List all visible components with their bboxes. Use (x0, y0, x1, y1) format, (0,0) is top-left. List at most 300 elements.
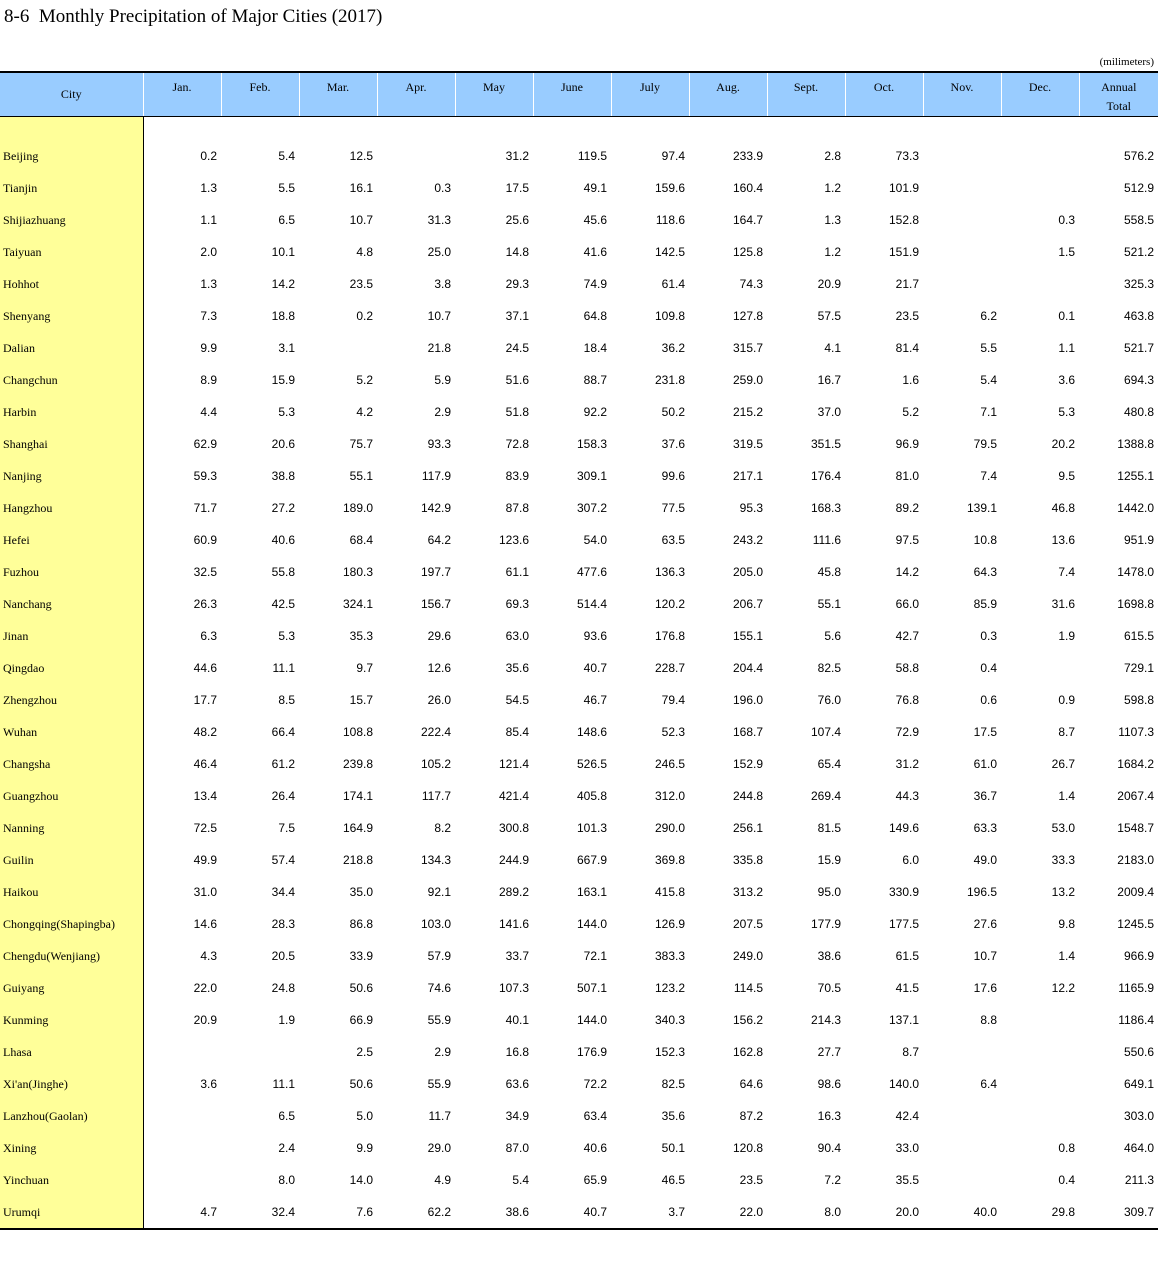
value-cell: 269.4 (810, 789, 841, 803)
value-cell (1001, 1068, 1079, 1100)
value-cell: 41.6 (583, 245, 607, 259)
value-cell: 1.1 (200, 213, 217, 227)
value-cell: 99.6 (661, 469, 685, 483)
value-cell: 180.3 (342, 565, 373, 579)
value-cell: 81.4 (895, 341, 919, 355)
value-cell: 23.5 (349, 277, 373, 291)
table-row (0, 812, 1158, 844)
value-cell: 73.3 (895, 149, 919, 163)
value-cell: 95.0 (817, 885, 841, 899)
value-cell: 0.1 (1058, 309, 1075, 323)
value-cell: 98.6 (817, 1077, 841, 1091)
value-cell: 69.3 (505, 597, 529, 611)
city-cell: Changsha (0, 748, 143, 780)
value-cell: 24.8 (271, 981, 295, 995)
value-cell: 1.3 (200, 277, 217, 291)
value-cell: 163.1 (576, 885, 607, 899)
value-cell: 41.5 (895, 981, 919, 995)
value-cell: 61.0 (973, 757, 997, 771)
column-header-month: Aug. (689, 72, 767, 117)
value-cell: 42.4 (895, 1109, 919, 1123)
city-cell: Nanjing (0, 460, 143, 492)
table-row (0, 1196, 1158, 1229)
table-row (0, 300, 1158, 332)
city-cell: Shenyang (0, 300, 143, 332)
city-cell: Shijiazhuang (0, 204, 143, 236)
value-cell (923, 268, 1001, 300)
value-cell: 33.9 (349, 949, 373, 963)
annual-total-cell: 2009.4 (1117, 885, 1154, 899)
value-cell: 134.3 (420, 853, 451, 867)
city-cell: Lanzhou(Gaolan) (0, 1100, 143, 1132)
value-cell: 20.9 (817, 277, 841, 291)
city-cell: Taiyuan (0, 236, 143, 268)
value-cell: 189.0 (342, 501, 373, 515)
value-cell: 7.4 (1058, 565, 1075, 579)
value-cell: 0.3 (434, 181, 451, 195)
value-cell: 8.0 (278, 1173, 295, 1187)
value-cell: 1.6 (902, 373, 919, 387)
value-cell: 7.2 (824, 1173, 841, 1187)
value-cell: 13.2 (1051, 885, 1075, 899)
value-cell: 81.0 (895, 469, 919, 483)
table-row (0, 268, 1158, 300)
value-cell: 421.4 (498, 789, 529, 803)
value-cell (1001, 652, 1079, 684)
value-cell (923, 1100, 1001, 1132)
value-cell: 108.8 (342, 725, 373, 739)
annual-total-cell: 480.8 (1123, 405, 1154, 419)
value-cell: 90.4 (817, 1141, 841, 1155)
value-cell: 31.2 (895, 757, 919, 771)
annual-total-cell: 615.5 (1123, 629, 1154, 643)
value-cell (1001, 268, 1079, 300)
value-cell (1001, 1100, 1079, 1132)
value-cell: 2.5 (356, 1045, 373, 1059)
value-cell: 244.9 (498, 853, 529, 867)
value-cell: 148.6 (576, 725, 607, 739)
value-cell: 54.0 (583, 533, 607, 547)
value-cell: 20.6 (271, 437, 295, 451)
value-cell: 119.5 (577, 149, 607, 163)
value-cell: 86.8 (349, 917, 373, 931)
value-cell: 25.0 (427, 245, 451, 259)
value-cell: 405.8 (576, 789, 607, 803)
value-cell: 123.2 (654, 981, 685, 995)
annual-total-cell: 729.1 (1123, 661, 1154, 675)
value-cell: 46.4 (193, 757, 217, 771)
value-cell: 5.6 (824, 629, 841, 643)
value-cell: 14.8 (505, 245, 529, 259)
annual-total-cell: 463.8 (1123, 309, 1154, 323)
value-cell: 63.3 (973, 821, 997, 835)
value-cell: 33.7 (505, 949, 529, 963)
value-cell: 5.3 (278, 405, 295, 419)
value-cell: 3.8 (434, 277, 451, 291)
value-cell: 164.7 (732, 213, 763, 227)
value-cell (1001, 172, 1079, 204)
table-row (0, 876, 1158, 908)
value-cell: 36.7 (973, 789, 997, 803)
value-cell: 6.2 (980, 309, 997, 323)
value-cell: 136.3 (654, 565, 685, 579)
value-cell: 6.5 (278, 213, 295, 227)
table-row (0, 972, 1158, 1004)
annual-total-cell: 1684.2 (1117, 757, 1154, 771)
value-cell: 93.6 (583, 629, 607, 643)
value-cell: 8.0 (767, 1196, 845, 1229)
value-cell: 6.3 (200, 629, 217, 643)
value-cell: 206.7 (732, 597, 763, 611)
value-cell: 120.8 (732, 1141, 763, 1155)
value-cell: 32.5 (193, 565, 217, 579)
annual-total-cell: 303.0 (1123, 1109, 1154, 1123)
value-cell: 50.1 (661, 1141, 685, 1155)
table-row (0, 556, 1158, 588)
value-cell (923, 172, 1001, 204)
value-cell: 88.7 (583, 373, 607, 387)
value-cell: 35.5 (895, 1173, 919, 1187)
value-cell (143, 1100, 221, 1132)
value-cell: 26.4 (271, 789, 295, 803)
value-cell: 31.0 (193, 885, 217, 899)
value-cell: 40.0 (923, 1196, 1001, 1229)
value-cell: 11.1 (272, 661, 295, 675)
annual-total-cell: 521.2 (1123, 245, 1154, 259)
value-cell: 228.7 (654, 661, 685, 675)
column-header-month: June (533, 72, 611, 117)
value-cell: 4.3 (200, 949, 217, 963)
value-cell: 1.2 (824, 245, 841, 259)
value-cell: 29.6 (427, 629, 451, 643)
table-row (0, 460, 1158, 492)
value-cell: 74.6 (427, 981, 451, 995)
value-cell: 160.4 (732, 181, 763, 195)
value-cell: 142.5 (654, 245, 685, 259)
value-cell: 340.3 (654, 1013, 685, 1027)
value-cell: 0.2 (200, 149, 217, 163)
value-cell: 28.3 (271, 917, 295, 931)
value-cell: 137.1 (888, 1013, 919, 1027)
table-row (0, 172, 1158, 204)
value-cell: 11.1 (272, 1077, 295, 1091)
value-cell: 75.7 (349, 437, 373, 451)
table-row (0, 716, 1158, 748)
value-cell: 5.4 (278, 149, 295, 163)
value-cell: 58.8 (895, 661, 919, 675)
annual-total-cell: 1107.3 (1118, 725, 1154, 739)
value-cell: 97.5 (895, 533, 919, 547)
value-cell: 114.5 (733, 981, 763, 995)
value-cell: 7.3 (200, 309, 217, 323)
value-cell: 60.9 (193, 533, 217, 547)
annual-total-cell: 598.8 (1123, 693, 1154, 707)
value-cell: 46.5 (661, 1173, 685, 1187)
value-cell: 176.4 (810, 469, 841, 483)
value-cell: 107.3 (498, 981, 529, 995)
value-cell: 1.4 (1058, 789, 1075, 803)
value-cell: 152.8 (888, 213, 919, 227)
table-row (0, 908, 1158, 940)
value-cell: 3.6 (1058, 373, 1075, 387)
value-cell: 152.3 (654, 1045, 685, 1059)
value-cell: 2.8 (824, 149, 841, 163)
value-cell: 667.9 (576, 853, 607, 867)
value-cell: 218.8 (342, 853, 373, 867)
city-cell: Lhasa (0, 1036, 143, 1068)
value-cell: 5.2 (902, 405, 919, 419)
value-cell: 151.9 (888, 245, 919, 259)
value-cell: 37.1 (505, 309, 529, 323)
value-cell: 57.5 (817, 309, 841, 323)
value-cell: 38.8 (271, 469, 295, 483)
value-cell: 38.6 (817, 949, 841, 963)
annual-total-cell: 1478.0 (1117, 565, 1154, 579)
value-cell: 63.5 (661, 533, 685, 547)
city-cell: Wuhan (0, 716, 143, 748)
value-cell: 0.3 (1058, 213, 1075, 227)
value-cell: 5.0 (356, 1109, 373, 1123)
value-cell: 26.0 (427, 693, 451, 707)
annual-total-cell: 1388.8 (1117, 437, 1154, 451)
value-cell: 2.4 (278, 1141, 295, 1155)
value-cell: 13.4 (193, 789, 217, 803)
table-row (0, 236, 1158, 268)
value-cell: 52.3 (661, 725, 685, 739)
value-cell: 5.4 (980, 373, 997, 387)
value-cell: 27.2 (271, 501, 295, 515)
value-cell: 49.0 (973, 853, 997, 867)
value-cell: 5.5 (980, 341, 997, 355)
value-cell: 1.3 (824, 213, 841, 227)
value-cell: 0.4 (1058, 1173, 1075, 1187)
value-cell: 35.3 (349, 629, 373, 643)
value-cell: 0.8 (1058, 1141, 1075, 1155)
annual-total-cell: 550.6 (1123, 1045, 1154, 1059)
value-cell: 164.9 (342, 821, 373, 835)
value-cell: 1.1 (1058, 341, 1075, 355)
value-cell: 141.6 (498, 917, 529, 931)
value-cell: 76.0 (817, 693, 841, 707)
value-cell: 16.1 (349, 181, 373, 195)
value-cell: 55.8 (271, 565, 295, 579)
value-cell: 120.2 (654, 597, 685, 611)
table-row (0, 588, 1158, 620)
unit-label: (milimeters) (1099, 56, 1154, 68)
value-cell: 14.0 (349, 1173, 373, 1187)
value-cell: 243.2 (732, 533, 763, 547)
value-cell: 6.4 (980, 1077, 997, 1091)
value-cell: 35.6 (661, 1109, 685, 1123)
value-cell: 8.2 (434, 821, 451, 835)
value-cell: 21.7 (895, 277, 919, 291)
value-cell: 53.0 (1051, 821, 1075, 835)
value-cell: 72.5 (193, 821, 217, 835)
table-row (0, 1068, 1158, 1100)
value-cell: 10.7 (349, 213, 373, 227)
value-cell: 54.5 (505, 693, 529, 707)
value-cell: 290.0 (654, 821, 685, 835)
value-cell: 17.6 (973, 981, 997, 995)
value-cell: 92.1 (427, 885, 451, 899)
value-cell: 6.0 (902, 853, 919, 867)
page-title: 8-6 Monthly Precipitation of Major Cities (2017) (4, 6, 383, 27)
value-cell: 139.1 (966, 501, 997, 515)
value-cell (1001, 1004, 1079, 1036)
value-cell: 48.2 (193, 725, 217, 739)
value-cell: 45.6 (583, 213, 607, 227)
value-cell: 9.9 (356, 1141, 373, 1155)
value-cell: 126.9 (654, 917, 685, 931)
value-cell: 33.0 (895, 1141, 919, 1155)
value-cell: 35.0 (349, 885, 373, 899)
city-cell: Dalian (0, 332, 143, 364)
city-cell: Hefei (0, 524, 143, 556)
value-cell: 37.6 (661, 437, 685, 451)
value-cell: 244.8 (732, 789, 763, 803)
column-header-month: Oct. (845, 72, 923, 117)
annual-total-cell: 1245.5 (1117, 917, 1154, 931)
value-cell: 0.4 (980, 661, 997, 675)
value-cell: 105.2 (420, 757, 451, 771)
value-cell: 155.1 (732, 629, 763, 643)
value-cell: 7.1 (980, 405, 997, 419)
table-row (0, 1100, 1158, 1132)
value-cell: 55.9 (427, 1013, 451, 1027)
city-cell: Jinan (0, 620, 143, 652)
table-row (0, 620, 1158, 652)
annual-total-cell: 309.7 (1079, 1196, 1158, 1229)
value-cell: 205.0 (732, 565, 763, 579)
city-cell: Guangzhou (0, 780, 143, 812)
annual-total-cell: 966.9 (1123, 949, 1154, 963)
table-row (0, 1036, 1158, 1068)
value-cell: 1.4 (1058, 949, 1075, 963)
value-cell: 81.5 (817, 821, 841, 835)
value-cell: 44.3 (895, 789, 919, 803)
column-header-month: Dec. (1001, 72, 1079, 117)
value-cell: 40.7 (583, 661, 607, 675)
table-row (0, 364, 1158, 396)
value-cell: 10.7 (427, 309, 451, 323)
value-cell: 44.6 (193, 661, 217, 675)
value-cell: 49.1 (583, 181, 607, 195)
value-cell: 144.0 (576, 917, 607, 931)
value-cell: 62.2 (377, 1196, 455, 1229)
value-cell: 33.3 (1051, 853, 1075, 867)
table-row (0, 204, 1158, 236)
annual-total-cell: 694.3 (1123, 373, 1154, 387)
value-cell: 168.3 (810, 501, 841, 515)
annual-total-cell: 1186.4 (1118, 1013, 1154, 1027)
value-cell: 21.8 (427, 341, 451, 355)
table-row (0, 684, 1158, 716)
value-cell: 8.7 (1058, 725, 1075, 739)
value-cell (299, 332, 377, 364)
value-cell: 83.9 (505, 469, 529, 483)
value-cell: 249.0 (732, 949, 763, 963)
city-cell: Fuzhou (0, 556, 143, 588)
value-cell: 10.8 (973, 533, 997, 547)
value-cell: 477.6 (576, 565, 607, 579)
value-cell: 29.0 (427, 1141, 451, 1155)
value-cell: 197.7 (420, 565, 451, 579)
value-cell (143, 1132, 221, 1164)
column-header-month: Sept. (767, 72, 845, 117)
value-cell (143, 1036, 221, 1068)
value-cell: 101.3 (576, 821, 607, 835)
annual-total-cell: 512.9 (1123, 181, 1154, 195)
value-cell: 20.2 (1051, 437, 1075, 451)
city-cell: Qingdao (0, 652, 143, 684)
value-cell: 9.5 (1058, 469, 1075, 483)
column-header-city: City (0, 72, 143, 117)
value-cell: 309.1 (576, 469, 607, 483)
value-cell: 11.7 (428, 1109, 451, 1123)
value-cell: 319.5 (732, 437, 763, 451)
value-cell: 63.6 (505, 1077, 529, 1091)
value-cell: 158.3 (576, 437, 607, 451)
city-cell: Xi'an(Jinghe) (0, 1068, 143, 1100)
value-cell: 300.8 (498, 821, 529, 835)
value-cell: 149.6 (888, 821, 919, 835)
value-cell: 27.7 (817, 1045, 841, 1059)
value-cell: 46.7 (583, 693, 607, 707)
value-cell: 121.4 (498, 757, 529, 771)
value-cell: 507.1 (576, 981, 607, 995)
value-cell: 109.8 (654, 309, 685, 323)
value-cell: 259.0 (732, 373, 763, 387)
value-cell: 6.5 (278, 1109, 295, 1123)
value-cell: 383.3 (654, 949, 685, 963)
value-cell: 7.4 (980, 469, 997, 483)
value-cell: 77.5 (661, 501, 685, 515)
value-cell: 4.1 (824, 341, 841, 355)
value-cell: 335.8 (732, 853, 763, 867)
value-cell: 142.9 (420, 501, 451, 515)
value-cell: 38.6 (455, 1196, 533, 1229)
city-cell: Guilin (0, 844, 143, 876)
value-cell: 176.8 (654, 629, 685, 643)
value-cell (923, 1164, 1001, 1196)
value-cell: 35.6 (505, 661, 529, 675)
value-cell: 71.7 (193, 501, 217, 515)
value-cell: 96.9 (895, 437, 919, 451)
value-cell: 57.9 (427, 949, 451, 963)
value-cell: 14.2 (895, 565, 919, 579)
value-cell: 5.3 (1058, 405, 1075, 419)
value-cell: 215.2 (732, 405, 763, 419)
value-cell: 17.5 (505, 181, 529, 195)
value-cell: 93.3 (427, 437, 451, 451)
value-cell: 2.9 (434, 1045, 451, 1059)
value-cell: 118.6 (655, 213, 685, 227)
total-label: Total (1106, 99, 1131, 113)
city-cell: Kunming (0, 1004, 143, 1036)
value-cell: 330.9 (888, 885, 919, 899)
value-cell: 64.6 (739, 1077, 763, 1091)
value-cell: 72.8 (505, 437, 529, 451)
value-cell: 8.7 (902, 1045, 919, 1059)
value-cell: 42.5 (271, 597, 295, 611)
value-cell: 51.6 (505, 373, 529, 387)
value-cell: 55.1 (349, 469, 373, 483)
value-cell: 101.9 (888, 181, 919, 195)
value-cell: 117.7 (421, 789, 451, 803)
column-header-month: May (455, 72, 533, 117)
value-cell: 514.4 (576, 597, 607, 611)
city-cell: Harbin (0, 396, 143, 428)
